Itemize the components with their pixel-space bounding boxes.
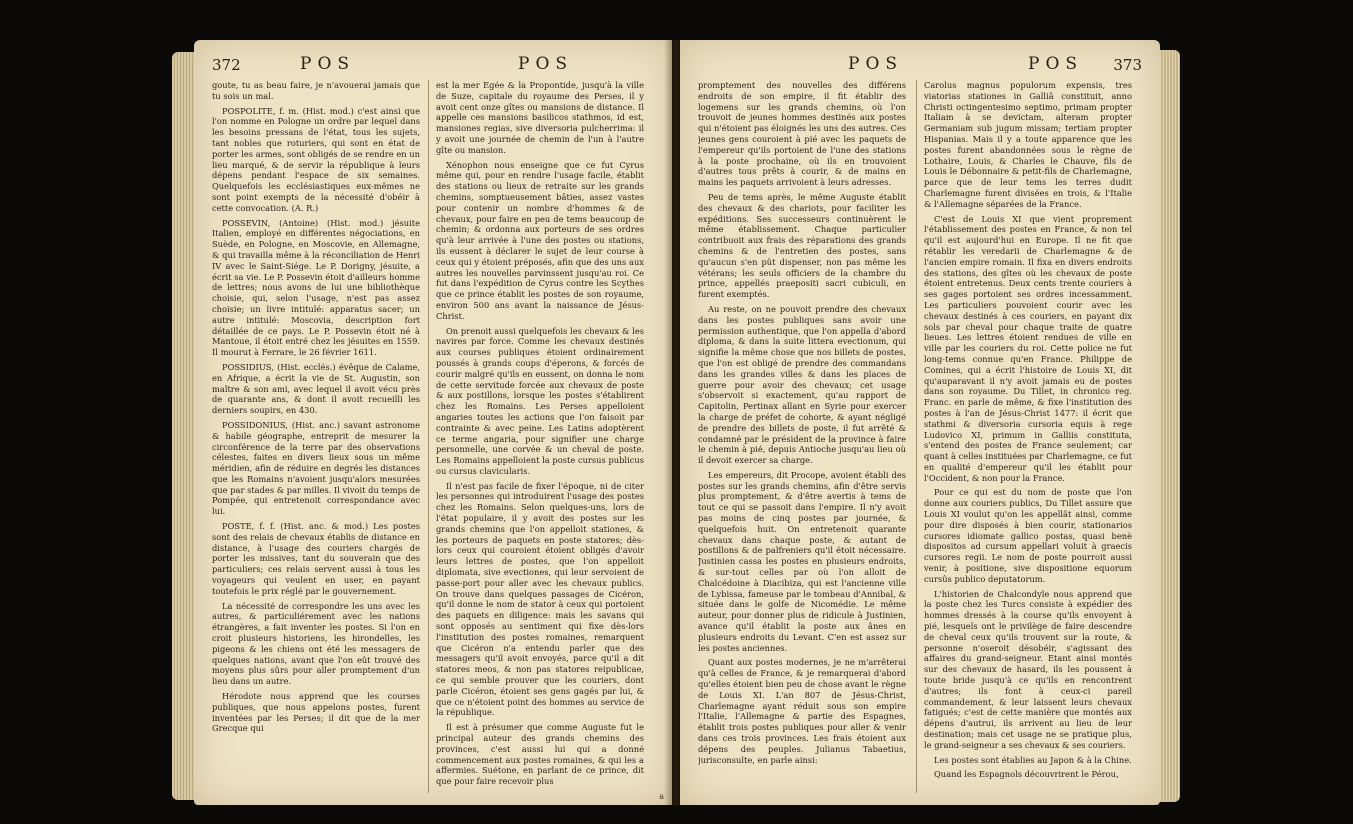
paragraph: Les postes sont établies au Japon & à la Chine. [934, 754, 1132, 765]
right-column-2 [924, 80, 1132, 793]
left-running-head-1: POS [300, 54, 356, 74]
right-page-columns [698, 80, 1142, 793]
paragraph: Carolus magnus populorum expensis, tres viatorias stationes in Galliâ constituit, anno Christi octingentesimo septimo, primam propter Italiam à se devictam, alteram propter Germaniam sub jugum missam; tertiam propter Hispanias. Mais il y a toute apparence que les postes furent abandonnées sous le règne de Lothaire, Louis, & Charles le Chauve, fils de Louis le Débonnaire & petit-fils de Charlemagne, parce que de leur tems les terres dudit Charlemagne furent divisées en trois, & l'Italie & l'Allemagne séparées de la France. [924, 80, 1132, 209]
paragraph: est la mer Egée & la Propontide, jusqu'à la ville de Suze, capitale du royaume des Perses, il y avoit cent onze gîtes ou mansions de distance. Il appelle ces mansions basilicos stathmos, id est, mansiones regias, sive diversoria pulcherrima: il y avoit une journée de chemin de l'un à l'autre gîte ou mansion. [436, 80, 644, 155]
left-page-header [212, 52, 654, 76]
left-page-number: 372 [212, 56, 241, 74]
right-running-head-2: POS [1028, 54, 1084, 74]
left-page [194, 40, 672, 805]
left-page-columns [212, 80, 654, 793]
paragraph: Hérodote nous apprend que les courses publiques, que nous appelons postes, furent inventées par les Perses; il dit que de la mer Grecque qui [212, 691, 420, 734]
right-page-number: 373 [1113, 56, 1142, 74]
paragraph: POSSEVIN, (Antoine) (Hist. mod.) jésuite Italien, employé en différentes négociations, en Suède, en Pologne, en Moscovie, en Allemagne, & qui travailla même à la réconciliation de Henri IV avec le Saint-Siége. Le P. Dorigny, jésuite, a écrit sa vie. Le P. Possevin étoit d'ailleurs homme de lettres; nous avons de lui une bibliothèque choisie, qui, selon l'usage, n'est pas assez choisie; un livre intitulé: apparatus sacer; un autre intitulé: Moscovia, description fort détaillée de ce pays. Le P. Possevin étoit né à Mantoue, il étoit entré chez les jésuites en 1559. Il mourut à Ferrare, le 26 février 1611. [212, 217, 420, 358]
right-page-header [698, 52, 1142, 76]
paragraph: promptement des nouvelles des différens endroits de son empire, il fit établir des logemens sur les grands chemins, où l'on trouvoit de jeunes hommes destinés aux postes qui n'étoient pas éloignés les uns des autres. Ces jeunes gens couroient à pié avec les paquets de l'empereur qu'ils portoient de l'une des stations à la poste prochaine, où ils en trouvoient d'autres tous prêts à courir, & de mains en mains les paquets arrivoient à leurs adresses. [698, 80, 906, 188]
paragraph: On prenoit aussi quelquefois les chevaux & les navires par force. Comme les chevaux destinés aux courses publiques étoient ordinairement poussés à grands coups d'éperons, & forcés de courir malgré qu'ils en eussent, on donna le nom de cette servitude forcée aux chevaux de poste & aux postillons, lorsque les postes s'établirent chez les Romains. Les Perses appelloient angaries toutes les actions que l'on faisoit par contrainte & avec peine. Les Latins adoptèrent ce terme angaria, pour signifier une charge personnelle, une corvée & un cheval de poste. Les Romains appelloient la poste cursus publicus ou cursus clavicularis. [436, 325, 644, 476]
right-running-head-1: POS [848, 54, 904, 74]
paragraph: Les empereurs, dit Procope, avoient établi des postes sur les grands chemins, afin d'être servis plus promptement, & d'être avertis à tems de tout ce qui se passoit dans l'empire. Il n'y avoit pas moins de cinq postes par journée, & quelquefois huit. On entretenoit quarante chevaux dans chaque poste, & autant de postillons & de palfreniers qu'il étoit nécessaire. Justinien cassa les postes en plusieurs endroits, & sur-tout celles par où l'on alloit de Chalcédoine à Diacibiza, qui est l'ancienne ville de Lybissa, fameuse par le tombeau d'Annibal, & située dans le golfe de Nicomédie. Le même auteur, pour donner plus de ridicule à Justinien, avance qu'il établit la poste aux ânes en plusieurs endroits du Levant. C'en est assez sur les postes anciennes. [698, 469, 906, 653]
column-rule [428, 80, 429, 793]
paragraph: Quand les Espagnols découvrirent le Pérou, [934, 769, 1119, 780]
paragraph: C'est de Louis XI que vient proprement l'établissement des postes en France, & non tel qu'il est aujourd'hui en Europe. Il ne fit que rétablir les veredarii de Charlemagne & de l'ancien empire romain. Il fixa en divers endroits des stations, des gîtes où les chevaux de poste étoient entretenus. Deux cents trente couriers à ses gages portoient ses ordres incessamment. Les particuliers pouvoient courir avec les chevaux destinés à ces couriers, en payant dix sols par cheval pour chaque traite de quatre lieues. Les lettres étoient rendues de ville en ville par les couriers du roi. Cette police ne fut long-tems connue qu'en France. Philippe de Comines, qui a écrit l'histoire de Louis XI, dit qu'auparavant il n'y avoit jamais eu de postes dans son royaume. Du Tillet, in chronico reg. Franc. en parle de même, & fixe l'institution des postes à l'an de Jésus-Christ 1477: il écrit que stathmi & diversoria cursoria equis à rege Ludovico XI, primum in Galliis constituta, s'entend des postes de France seulement; car quant à celles instituées par Charlemagne, ce fut en qualité d'empereur qu'il les établit pour l'Occident, & non pour la France. [924, 213, 1132, 483]
left-page-edges [172, 52, 196, 800]
paragraph: POSSIDONIUS, (Hist. anc.) savant astronome & habile géographe, entreprit de mesurer la circonférence de la terre par des observations célestes, faites en divers lieux sous un même méridien, afin de réduire en degrés les distances que les Romains n'avoient jusqu'alors mesurées que par stades & par milles. Il vivoit du temps de Pompée, qui entretenoit correspondance avec lui. [212, 419, 420, 517]
paragraph: POSSIDIUS, (Hist. ecclés.) évêque de Calame, en Afrique, a écrit la vie de St. Augustin, son maître & son ami, avec lequel il avoit vécu près de quarante ans, & dont il avoit recueilli les derniers soupirs, en 430. [212, 361, 420, 416]
paragraph: Xénophon nous enseigne que ce fut Cyrus même qui, pour en rendre l'usage facile, établit des stations ou lieux de retraite sur les grands chemins, somptueusement bâties, assez vastes pour contenir un nombre d'hommes & de chevaux, pour faire en peu de tems beaucoup de chemin; & ordonna aux porteurs de ses ordres qu'à leur arrivée à l'une des postes ou stations, ils eussent à déclarer le sujet de leur course à ceux qui y étoient préposés, afin que des uns aux autres les nouvelles parvinssent jusqu'au roi. Ce fut dans l'expédition de Cyrus contre les Scythes que ce prince établit les postes de son royaume, environ 500 ans avant la naissance de Jésus-Christ. [436, 159, 644, 321]
paragraph: Il n'est pas facile de fixer l'époque, ni de citer les personnes qui introduirent l'usage des postes chez les Romains. Selon quelques-uns, lors de l'état populaire, il y avoit des postes sur les grands chemins que l'on appelloit stationes, & les porteurs de paquets en poste statores; dès-lors ceux qui couroient étoient obligés d'avoir leurs lettres de postes, que l'on appelloit diplomata, sive evectiones, qui leur servoient de passe-port pour aller avec les chevaux publics. On trouve dans quelques passages de Cicéron, qu'il donne le nom de stator à ceux qui portoient des paquets en diligence: mais les savans qui sont opposés au sentiment qui fixe dès-lors l'institution des postes romaines, remarquent que Cicéron n'a entendu parler que des messagers qu'il avoit envoyés, parce qu'il a dit statores meos, & non pas statores reipublicae, ce qui semble prouver que les couriers, dont parle Cicéron, étoient ses gens gagés par lui, & que ce n'étoient point des hommes au service de la république. [436, 480, 644, 718]
left-column-2 [436, 80, 644, 793]
signature-mark: a [659, 792, 664, 801]
paragraph: POSPOLITE, f. m. (Hist. mod.) c'est ainsi que l'on nomme en Pologne un ordre par lequel dans les besoins pressans de l'état, tous les sujets, tant nobles que roturiers, qui sont en état de porter les armes, sont obligés de se rendre en un lieu marqué, & de servir la république à leurs dépens pendant l'espace de six semaines. Quelquefois les ecclésiastiques eux-mêmes ne sont point exempts de la nécessité d'obéir à cette convocation. (A. R.) [212, 105, 420, 213]
paragraph: Il est à présumer que comme Auguste fut le principal auteur des grands chemins des provinces, c'est aussi lui qui a donné commencement aux postes romaines, & qui les a affermies. Suétone, en parlant de ce prince, dit que pour faire recevoir plus [436, 722, 644, 787]
paragraph: Peu de tems après, le même Auguste établit des chevaux & des chariots, pour faciliter les expéditions. Ses successeurs continuèrent le même établissement. Chaque particulier contribuoit aux frais des réparations des grands chemins & de l'entretien des postes, sans qu'aucun s'en pût dispenser, non pas même les vétérans; les seuls officiers de la chambre du prince, appellés praepositi sacri cubiculi, en furent exemptés. [698, 191, 906, 300]
column-rule [916, 80, 917, 793]
right-page [680, 40, 1160, 805]
paragraph: L'historien de Chalcondyle nous apprend que la poste chez les Turcs consiste à expédier des hommes dressés à la course qu'ils envoyent à pié, lesquels ont le privilège de faire descendre de cheval ceux qu'ils trouvent sur la route, & personne n'oseroit désobéir, s'agissant des affaires du grand-seigneur. Etant ainsi montés sur des chevaux de hasard, ils les poussent à toute bride jusqu'à ce qu'ils en rencontrent d'autres; ils font à ceux-ci pareil commandement, & leur laissent leurs chevaux fatigués; c'est de cette manière que montés aux dépens d'autrui, ils arrivent au lieu de leur destination; mais cet usage ne se pratique plus, le grand-seigneur a ses chevaux & ses couriers. [924, 588, 1132, 750]
right-column-1 [698, 80, 906, 793]
paragraph: La nécessité de correspondre les uns avec les autres, & particuliérement avec les nations étrangères, a fait inventer les postes. Si l'on en croit plusieurs historiens, les hirondelles, les pigeons & les chiens ont été les messagers de quelques nations, avant que l'on eût trouvé des moyens plus sûrs pour aller promptement d'un lieu dans un autre. [212, 600, 420, 687]
paragraph: Pour ce qui est du nom de poste que l'on donne aux couriers publics, Du Tillet assure que Louis XI voulut qu'on les appellât ainsi, comme pour dire disposés à bien courir, stationarios cursores idiomate gallico postas, quasi benè dispositos ad cursum appellari voluit à graecis cursores regii. Le nom de poste pourroit aussi venir, à positione, sive dispositione equorum cursûs publico deputatorum. [924, 487, 1132, 584]
paragraph: Quant aux postes modernes, je ne m'arrêterai qu'à celles de France, & je remarquerai d'abord qu'elles étoient bien peu de chose avant le règne de Louis XI. L'an 807 de Jésus-Christ, Charlemagne ayant réduit sous son empire l'Italie, l'Allemagne & partie des Espagnes, établit trois postes publiques pour aller & venir dans ces trois provinces. Les frais étoient aux dépens des peuples. Julianus Tabaetius, jurisconsulte, en parle ainsi: [698, 657, 906, 765]
paragraph: Au reste, on ne pouvoit prendre des chevaux dans les postes publiques sans avoir une permission authentique, que l'on appella d'abord diploma, & dans la suite littera evectionum, qui signifie la même chose que nos billets de postes, que l'on est obligé de prendre des commandans dans les grandes villes & dans les places de guerre pour avoir des chevaux; cet usage s'observoit si exactement, qu'au rapport de Capitolin, Pertinax allant en Syrie pour exercer la charge de préfet de cohorte, & ayant négligé de prendre des billets de poste, il fut arrêté & condamné par le président de la province à faire le chemin à pié, depuis Antioche jusqu'au lieu où il devoit exercer sa charge. [698, 303, 906, 466]
left-column-1 [212, 80, 420, 793]
right-page-edges [1158, 50, 1180, 802]
paragraph: goute, tu as beau faire, je n'avouerai jamais que tu sois un mal. [212, 80, 420, 101]
paragraph: POSTE, f. f. (Hist. anc. & mod.) Les postes sont des relais de chevaux établis de distance en distance, à l'usage des couriers chargés de porter les missives, tant du souverain que des particuliers; ces relais servent aussi à tous les voyageurs qui veulent en user, en payant toutefois le prix réglé par le gouvernement. [212, 521, 420, 596]
left-running-head-2: POS [518, 54, 574, 74]
